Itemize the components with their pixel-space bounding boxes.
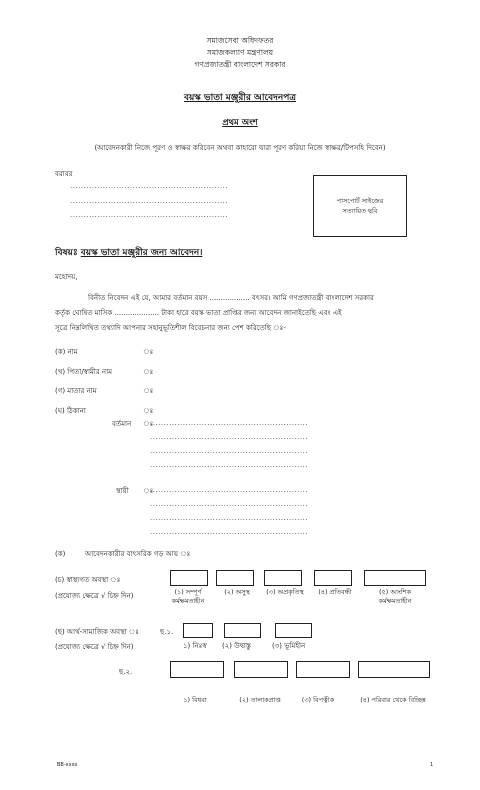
to-label: বরাবর <box>55 170 73 178</box>
to-line-2: .......................................................... <box>70 197 229 205</box>
socio2-checkbox-1[interactable] <box>170 661 224 678</box>
present-line-2: .......................................................... <box>150 433 309 441</box>
paragraph-line-3: সূত্রে নিম্নলিখিত তথ্যাদি আপনার সহানুভূতিশীল বিবেচনার জন্য পেশ করিতেছি ঃ- <box>55 324 286 332</box>
present-address-label: বর্তমান <box>112 420 132 428</box>
subject-label: বিষয়ঃ <box>55 248 78 258</box>
socio-checkbox-3[interactable] <box>275 623 312 638</box>
page-number: 1 <box>430 762 434 768</box>
health-option-5: (৫) আংশিক কর্মক্ষমতাহীন <box>378 588 412 605</box>
paragraph-line-1: বিনীত নিবেদন এই যে, আমার বর্তমান বয়স .................. বৎসর। আমি গণপ্রজাতন্ত্রী বাংলাদেশ সরকার <box>88 294 374 302</box>
permanent-line-2: .......................................................... <box>150 500 309 508</box>
socio-note: (প্রযোজ্য ক্ষেত্রে √ চিহ্ন দিন) <box>55 643 134 651</box>
field-father-label: (খ) পিতা/স্বামীর নাম <box>55 368 113 376</box>
health-checkbox-1[interactable] <box>170 570 208 586</box>
field-mother-colon: ঃ <box>143 387 154 395</box>
instruction-text: (আবেদনকারী নিজে পূরণ ও স্বাক্ষর করিবেন অথবা কাহারো দ্বারা পূরণ করিয়া নিজে স্বাক্ষর/টিপসহি দিবেন) <box>94 144 386 152</box>
paragraph-line-2: কর্তৃক ঘোষিত মাসিক .................... টাকা হারে বয়স্ক ভাতা প্রাপ্তির জন্য আবেদন জানাইতেছি এবং এই <box>55 309 342 317</box>
section-title: প্রথম অংশ <box>222 118 258 128</box>
to-line-3: .......................................................... <box>70 211 229 219</box>
health-checkbox-5[interactable] <box>364 570 426 586</box>
socio-checkbox-2[interactable] <box>224 623 261 638</box>
permanent-address-colon: ঃ <box>143 487 154 495</box>
header-line-3: গণপ্রজাতন্ত্রী বাংলাদেশ সরকার <box>194 60 286 69</box>
health-checkbox-2[interactable] <box>216 570 254 586</box>
health-option-3: (৩) অপ্রকৃতিস্থ <box>266 588 304 596</box>
field-name-colon: ঃ <box>143 348 154 356</box>
permanent-address-label: স্থায়ী <box>116 487 129 495</box>
photo-box-label: পাসপোর্ট সাইজের সত্যায়িত ছবি <box>336 197 384 215</box>
footer-code: BB-xxxx <box>57 762 78 768</box>
present-line-1: .......................................................... <box>150 419 309 427</box>
health-label: (চ) স্বাস্থ্যগত অবস্থা ঃ <box>55 576 121 584</box>
socio2-checkbox-3[interactable] <box>296 661 350 678</box>
health-option-1: (১) সম্পূর্ণ কর্মক্ষমতাহীন <box>171 588 205 605</box>
field-father-colon: ঃ <box>143 368 154 376</box>
field-address-label: (ঘ) ঠিকানা <box>55 407 86 415</box>
socio-option-1: ১) নিঃস্ব <box>183 642 207 650</box>
header-line-1: সমাজসেবা অধিদফতর <box>206 36 274 45</box>
permanent-line-3: .......................................................... <box>150 514 309 522</box>
present-line-3: .......................................................... <box>150 447 309 455</box>
socio-sub2: ছ.২. <box>119 668 133 676</box>
health-note: (প্রযোজ্য ক্ষেত্রে √ চিহ্ন দিন) <box>55 592 134 600</box>
header-line-2: সমাজকল্যাণ মন্ত্রণালয় <box>206 48 274 57</box>
socio-label: (ছ) আর্থ-সামাজিক অবস্থা ঃ <box>55 628 139 636</box>
socio2-option-1: ১) বিধবা <box>183 696 207 704</box>
income-label: (ক) <box>55 550 66 558</box>
socio2-option-2: (২) তালাকপ্রাপ্ত <box>239 696 281 704</box>
field-address-colon: ঃ <box>143 407 154 415</box>
photo-box <box>313 175 407 237</box>
socio2-checkbox-4[interactable] <box>358 661 430 678</box>
income-text: আবেদনকারীর বাৎসরিক গড় আয় ঃ <box>85 550 191 558</box>
permanent-line-4: .......................................................... <box>150 528 309 536</box>
socio-sub1: ছ.১. <box>160 628 174 636</box>
socio-option-3: (৩) ভূমিহীন <box>272 642 306 650</box>
to-line-1: .......................................................... <box>70 182 229 190</box>
health-option-2: (২) অসুস্থ <box>224 588 250 596</box>
salutation: মহোদয়, <box>55 273 78 281</box>
socio-checkbox-1[interactable] <box>183 623 213 638</box>
subject-text: বয়স্ক ভাতা মঞ্জুরীর জন্য আবেদন। <box>80 248 203 258</box>
health-checkbox-4[interactable] <box>314 570 352 586</box>
permanent-line-1: .......................................................... <box>150 486 309 494</box>
socio2-checkbox-2[interactable] <box>234 661 288 678</box>
socio-option-2: (২) উদ্বাস্তু <box>222 642 251 650</box>
present-line-4: .......................................................... <box>150 461 309 469</box>
present-address-colon: ঃ <box>143 420 154 428</box>
health-checkbox-3[interactable] <box>264 570 302 586</box>
socio2-option-4: (৪) পরিবার থেকে বিচ্ছিন্ন <box>360 696 426 704</box>
field-name-label: (ক) নাম <box>55 348 78 356</box>
field-mother-label: (গ) মাতার নাম <box>55 387 97 395</box>
form-title: বয়স্ক ভাতা মঞ্জুরীর আবেদনপত্র <box>184 93 296 103</box>
subject <box>55 245 202 260</box>
health-option-4: (৪) প্রতিবন্ধী <box>318 588 352 596</box>
socio2-option-3: (৩) বিপত্নীক <box>301 696 335 704</box>
